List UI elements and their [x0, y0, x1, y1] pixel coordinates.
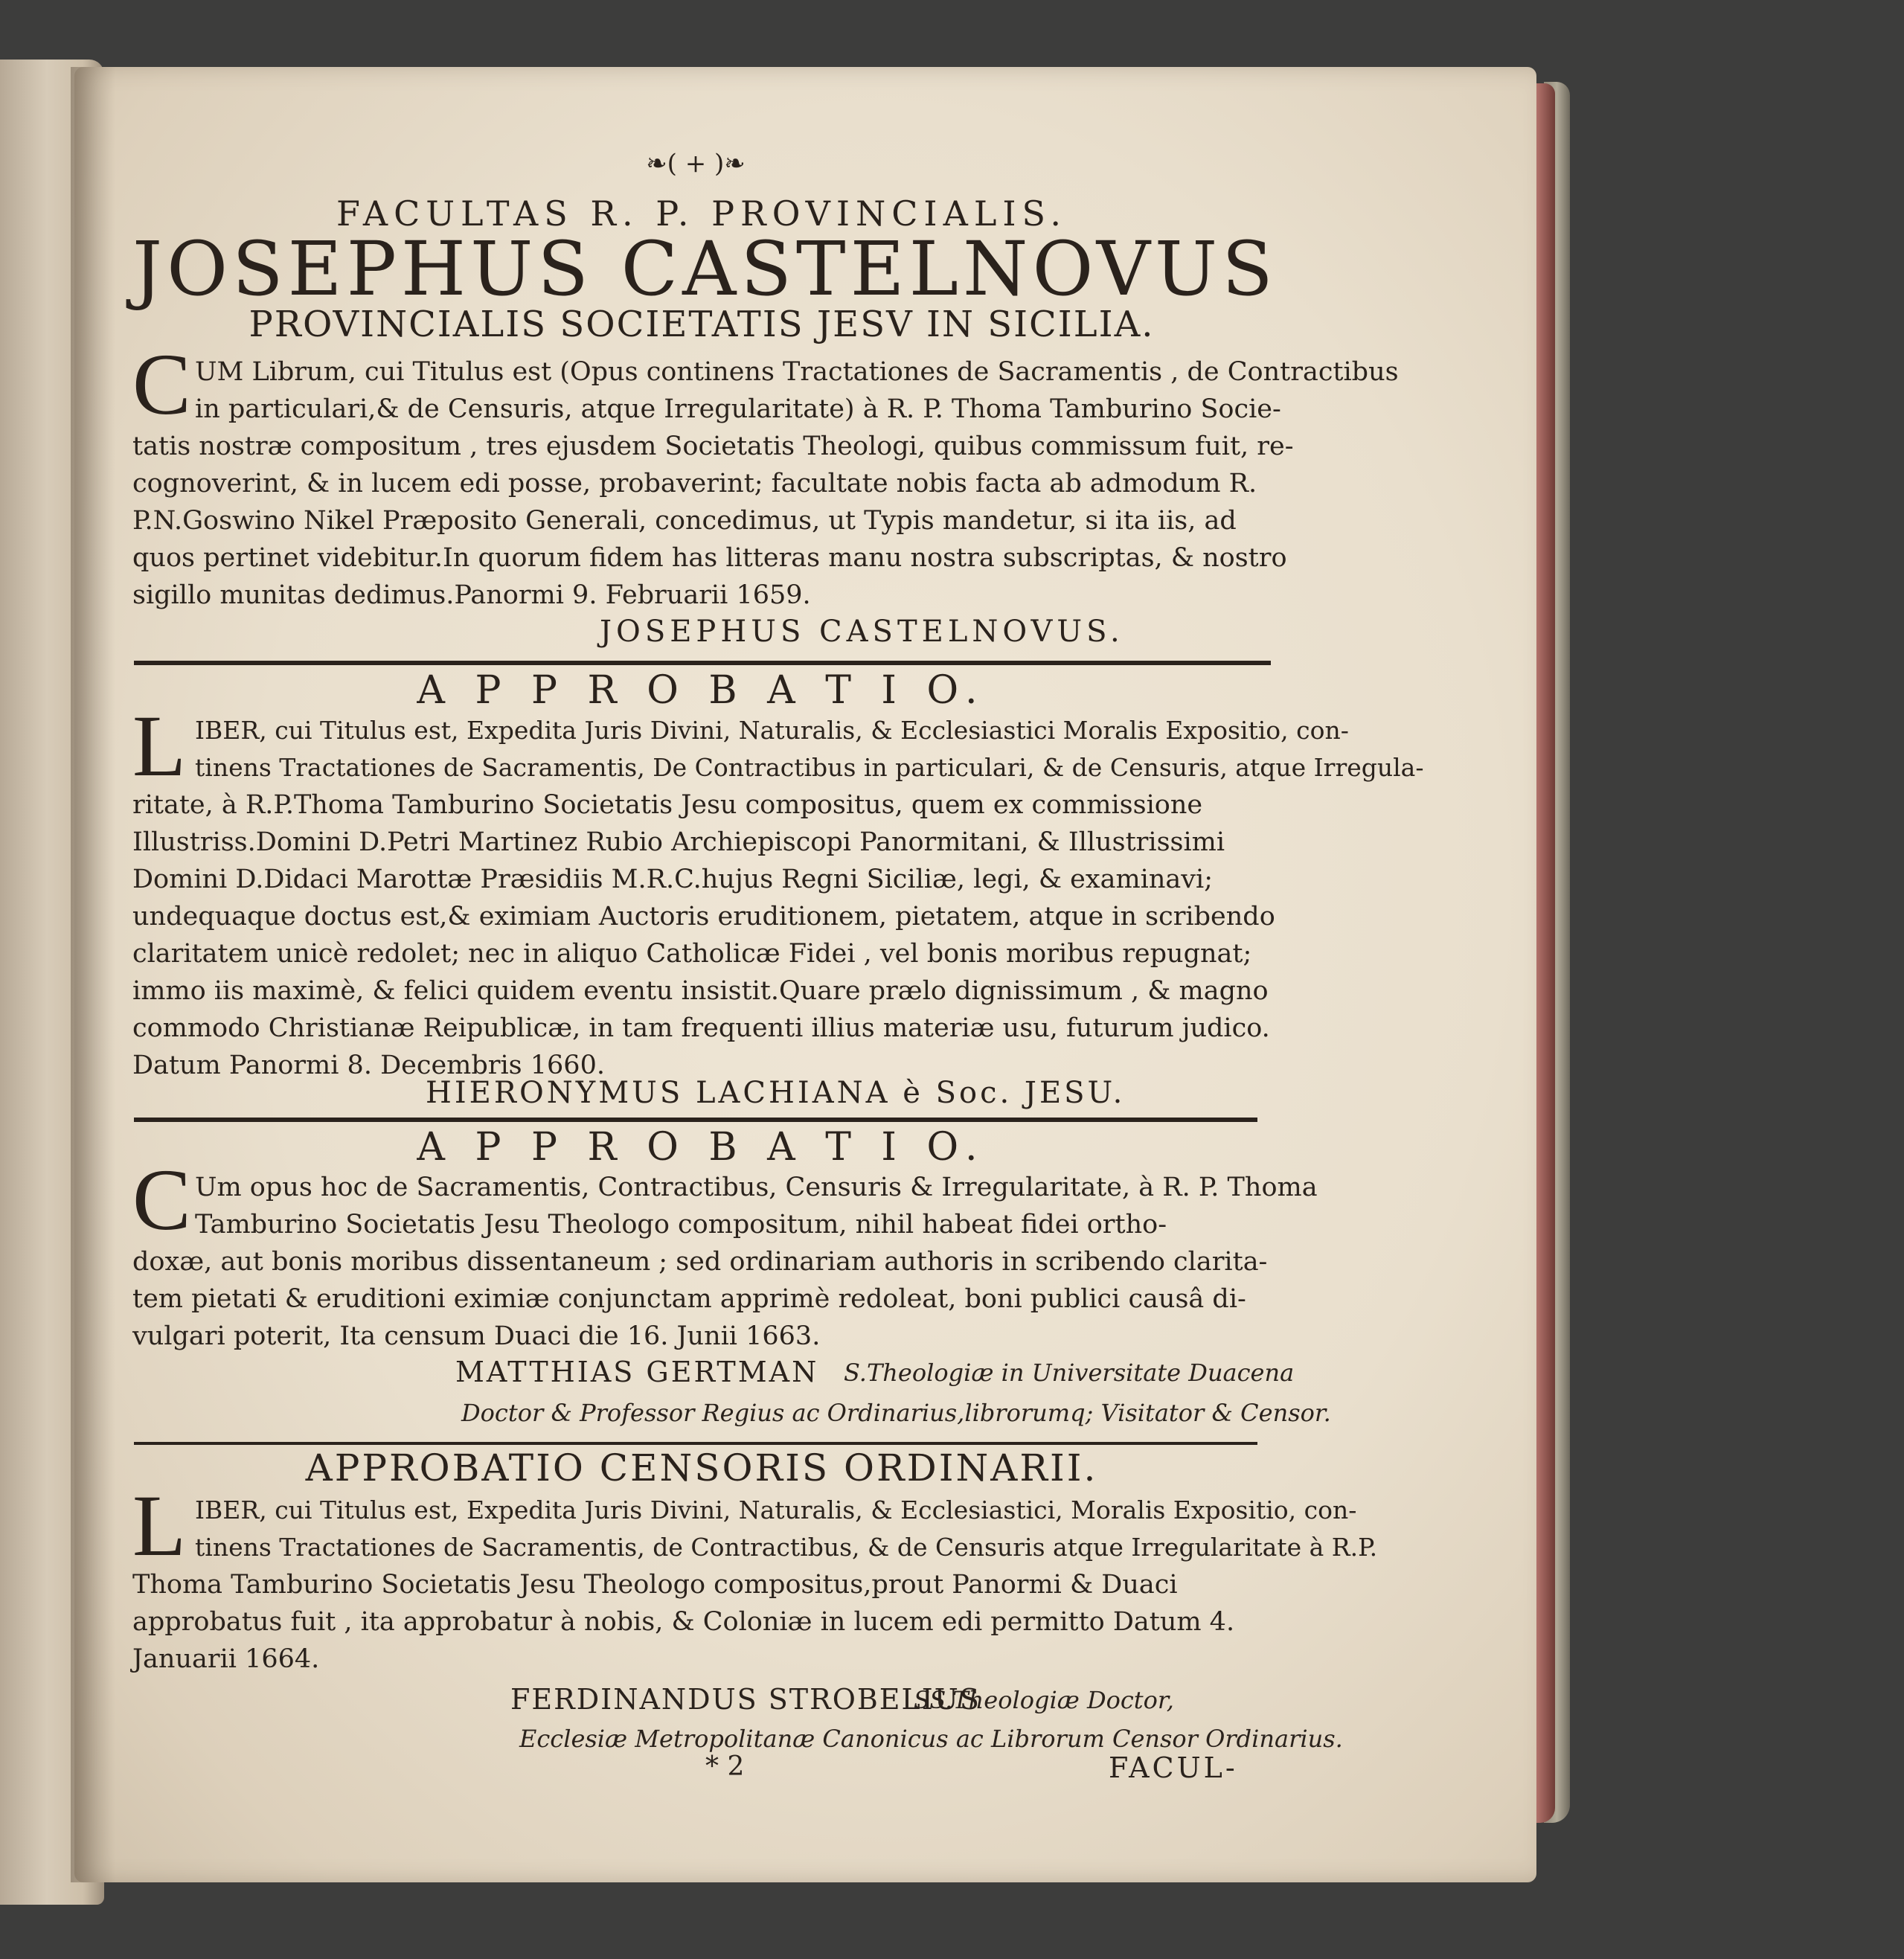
approbatio-2-signature-title: S.Theologiæ in Universitate Duacena: [844, 1359, 1295, 1387]
drop-cap: L: [132, 697, 187, 795]
faculty-signature: JOSEPHUS CASTELNOVUS.: [600, 615, 1124, 649]
text-line: IBER, cui Titulus est, Expedita Juris Divini, Naturalis, & Ecclesiastici Moralis Expositio, con-: [195, 716, 1349, 745]
drop-cap: L: [132, 1477, 187, 1574]
faculty-subtitle: PROVINCIALIS SOCIETATIS JESV IN SICILIA.: [249, 304, 1155, 345]
catchword: FACUL-: [1109, 1751, 1238, 1784]
approbatio-3-signature-title: Ecclesiæ Metropolitanæ Canonicus ac Librorum Censor Ordinarius.: [519, 1725, 1343, 1753]
text-line: tinens Tractationes de Sacramentis, De Contractibus in particulari, & de Censuris, atque Irregula-: [195, 753, 1424, 782]
text-line: approbatus fuit , ita approbatur à nobis, & Coloniæ in lucem edi permitto Datum 4.: [132, 1607, 1235, 1637]
text-line: Um opus hoc de Sacramentis, Contractibus, Censuris & Irregularitate, à R. P. Thoma: [195, 1173, 1318, 1202]
text-line: tinens Tractationes de Sacramentis, de Contractibus, & de Censuris atque Irregularitate à R.P.: [195, 1533, 1378, 1562]
drop-cap: C: [132, 1151, 191, 1248]
divider-rule: [134, 1442, 1257, 1445]
text-line: P.N.Goswino Nikel Præposito Generali, concedimus, ut Typis mandetur, si ita iis, ad: [132, 506, 1237, 536]
text-line: Januarii 1664.: [132, 1644, 320, 1674]
divider-rule: [134, 661, 1271, 665]
approbatio-3-signature-name: FERDINANDUS STROBELIUS: [510, 1683, 981, 1716]
ornament-header: ❧( + )❧: [646, 149, 746, 179]
divider-rule: [134, 1118, 1257, 1122]
signature-mark: * 2: [705, 1751, 745, 1782]
text-line: IBER, cui Titulus est, Expedita Juris Divini, Naturalis, & Ecclesiastici, Moralis Expositio, con-: [195, 1495, 1357, 1524]
text-line: vulgari poterit, Ita censum Duaci die 16. Junii 1663.: [132, 1321, 821, 1351]
text-line: Tamburino Societatis Jesu Theologo compositum, nihil habeat fidei ortho-: [195, 1210, 1167, 1240]
text-line: Thoma Tamburino Societatis Jesu Theologo compositus,prout Panormi & Duaci: [132, 1570, 1178, 1600]
text-line: claritatem unicè redolet; nec in aliquo Catholicæ Fidei , vel bonis moribus repugnat;: [132, 939, 1252, 969]
drop-cap: C: [132, 336, 191, 433]
text-line: sigillo munitas dedimus.Panormi 9. Februarii 1659.: [132, 580, 811, 610]
approbatio-2-heading: A P P R O B A T I O.: [417, 1125, 987, 1170]
approbatio-3-heading: APPROBATIO CENSORIS ORDINARII.: [305, 1446, 1098, 1490]
text-line: Domini D.Didaci Marottæ Præsidiis M.R.C.hujus Regni Siciliæ, legi, & examinavi;: [132, 865, 1214, 894]
approbatio-1-signature: HIERONYMUS LACHIANA è Soc. JESU.: [426, 1076, 1126, 1110]
text-line: ritate, à R.P.Thoma Tamburino Societatis Jesu compositus, quem ex commissione: [132, 790, 1203, 820]
text-line: doxæ, aut bonis moribus dissentaneum ; sed ordinariam authoris in scribendo clarita-: [132, 1247, 1268, 1277]
approbatio-1-heading: A P P R O B A T I O.: [417, 668, 987, 713]
approbatio-2-signature-title: Doctor & Professor Regius ac Ordinarius,librorumq; Visitator & Censor.: [461, 1399, 1331, 1427]
approbatio-3-signature-title: SS.Theologiæ Doctor,: [914, 1686, 1174, 1714]
text-line: tatis nostræ compositum , tres ejusdem Societatis Theologi, quibus commissum fuit, re-: [132, 432, 1294, 461]
text-line: UM Librum, cui Titulus est (Opus continens Tractationes de Sacramentis , de Contractibus: [195, 357, 1399, 387]
faculty-heading: FACULTAS R. P. PROVINCIALIS.: [336, 193, 1068, 234]
text-line: undequaque doctus est,& eximiam Auctoris eruditionem, pietatem, atque in scribendo: [132, 902, 1275, 932]
text-line: Datum Panormi 8. Decembris 1660.: [132, 1051, 605, 1080]
text-line: quos pertinet videbitur.In quorum fidem has litteras manu nostra subscriptas, & nostro: [132, 543, 1287, 573]
text-line: tem pietati & eruditioni eximiæ conjunctam apprimè redoleat, boni publici causâ di-: [132, 1284, 1246, 1314]
text-line: Illustriss.Domini D.Petri Martinez Rubio Archiepiscopi Panormitani, & Illustrissimi: [132, 827, 1225, 857]
text-line: immo iis maximè, & felici quidem eventu insistit.Quare prælo dignissimum , & magno: [132, 976, 1269, 1006]
text-line: in particulari,& de Censuris, atque Irregularitate) à R. P. Thoma Tamburino Socie-: [195, 394, 1281, 424]
text-line: cognoverint, & in lucem edi posse, probaverint; facultate nobis facta ab admodum R.: [132, 469, 1257, 498]
text-line: commodo Christianæ Reipublicæ, in tam frequenti illius materiæ usu, futurum judico.: [132, 1013, 1270, 1043]
approbatio-2-signature-name: MATTHIAS GERTMAN: [455, 1356, 819, 1388]
gutter-shadow: [71, 67, 115, 1882]
faculty-name: JOSEPHUS CASTELNOVUS: [132, 225, 1278, 312]
